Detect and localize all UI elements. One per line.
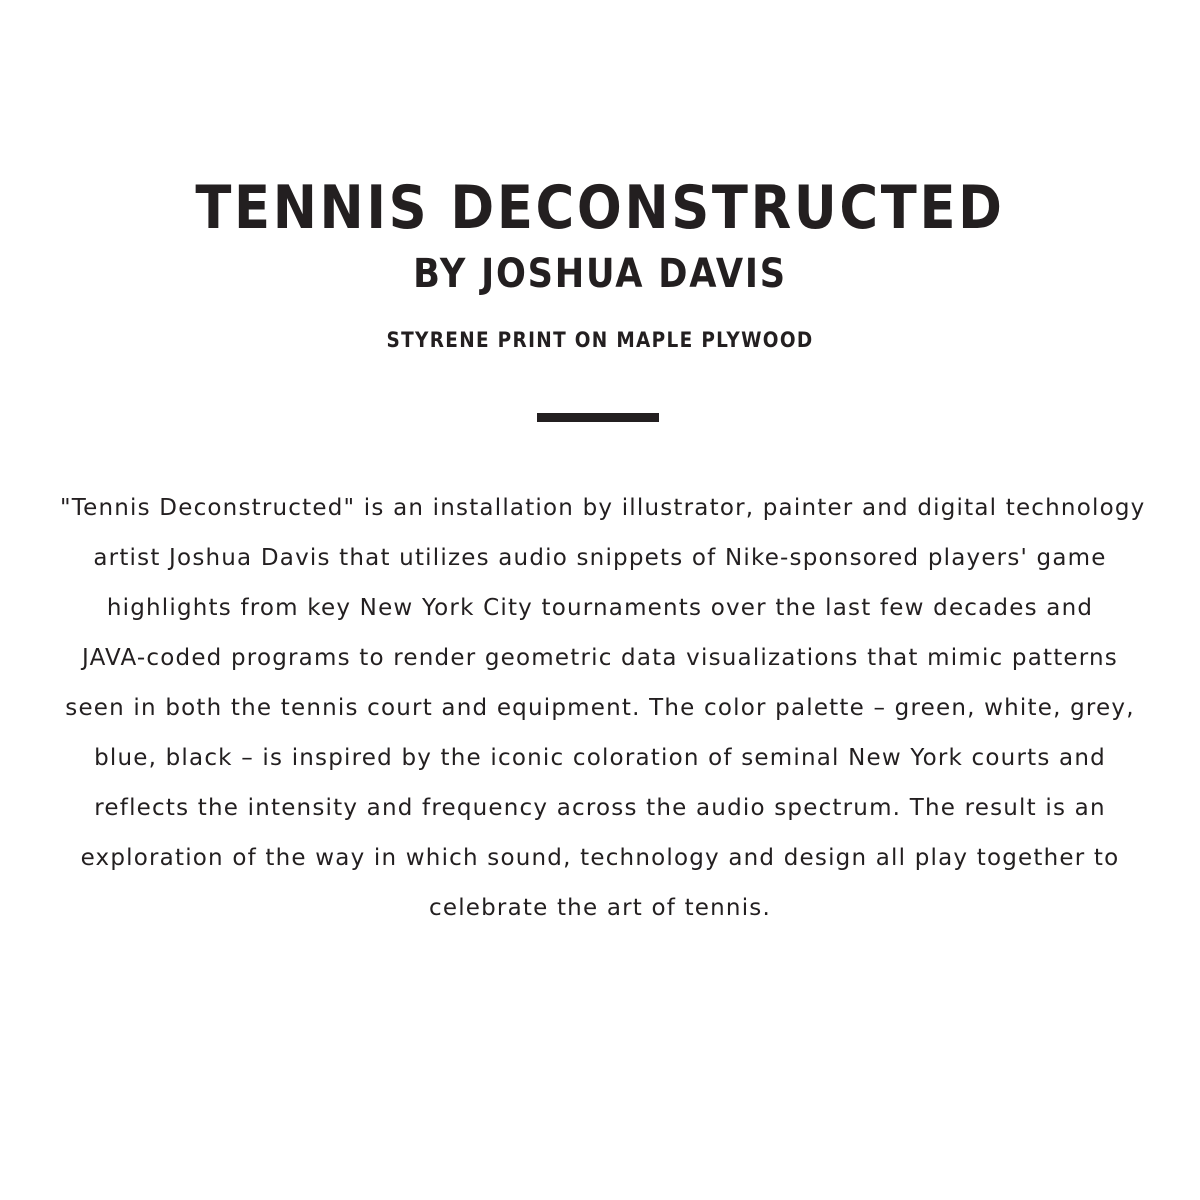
description-line: highlights from key New York City tournaments over the last few decades and bbox=[106, 595, 1094, 621]
description-line: artist Joshua Davis that utilizes audio snippets of Nike-sponsored players' game bbox=[93, 545, 1107, 571]
description-line: exploration of the way in which sound, technology and design all play together to bbox=[80, 845, 1120, 871]
description-line: blue, black – is inspired by the iconic coloration of seminal New York courts and bbox=[94, 745, 1106, 771]
description-line: reflects the intensity and frequency across the audio spectrum. The result is an bbox=[94, 795, 1106, 821]
description-line: celebrate the art of tennis. bbox=[429, 895, 771, 921]
artwork-title: TENNIS DECONSTRUCTED bbox=[195, 173, 1005, 243]
artwork-medium: STYRENE PRINT ON MAPLE PLYWOOD bbox=[386, 328, 814, 352]
artwork-description bbox=[60, 483, 1146, 933]
section-divider bbox=[537, 413, 659, 422]
description-line: JAVA-coded programs to render geometric data visualizations that mimic patterns bbox=[81, 645, 1118, 671]
description-line: "Tennis Deconstructed" is an installation by illustrator, painter and digital technology bbox=[60, 495, 1146, 521]
description-line: seen in both the tennis court and equipment. The color palette – green, white, grey, bbox=[65, 695, 1135, 721]
artist-byline: BY JOSHUA DAVIS bbox=[413, 251, 787, 297]
